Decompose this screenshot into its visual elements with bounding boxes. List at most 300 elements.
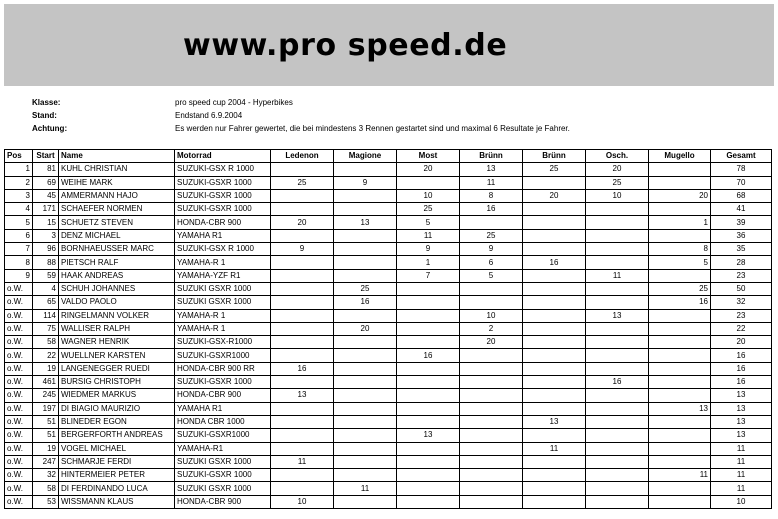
cell-bruenn-1: 11: [460, 176, 523, 189]
cell-start: 19: [33, 442, 59, 455]
cell-magione: [334, 469, 397, 482]
cell-pos: o.W.: [5, 495, 33, 508]
cell-bruenn-2: [523, 309, 586, 322]
cell-pos: 6: [5, 229, 33, 242]
cell-magione: [334, 269, 397, 282]
cell-bruenn-1: 25: [460, 229, 523, 242]
cell-osch: [586, 442, 649, 455]
table-row: [5, 203, 772, 216]
cell-name: SCHAEFER NORMEN: [59, 203, 175, 216]
cell-pos: 8: [5, 256, 33, 269]
cell-most: [397, 309, 460, 322]
cell-ledenon: [271, 336, 334, 349]
table-row: [5, 282, 772, 295]
cell-bruenn-1: [460, 442, 523, 455]
cell-bruenn-2: 13: [523, 415, 586, 428]
cell-most: [397, 282, 460, 295]
col-gesamt: Gesamt: [711, 150, 772, 163]
cell-ledenon: [271, 376, 334, 389]
cell-motorrad: SUZUKI GSXR 1000: [175, 282, 271, 295]
cell-mugello: 13: [649, 402, 711, 415]
table-row: [5, 495, 772, 508]
cell-ledenon: [271, 296, 334, 309]
cell-most: [397, 362, 460, 375]
cell-name: WALLISER RALPH: [59, 322, 175, 335]
col-ledenon: Ledenon: [271, 150, 334, 163]
cell-motorrad: YAMAHA-R1: [175, 442, 271, 455]
table-row: [5, 243, 772, 256]
cell-osch: [586, 415, 649, 428]
cell-magione: [334, 376, 397, 389]
cell-gesamt: 16: [711, 349, 772, 362]
table-row: [5, 402, 772, 415]
cell-gesamt: 50: [711, 282, 772, 295]
cell-motorrad: YAMAHA-R 1: [175, 309, 271, 322]
cell-bruenn-1: [460, 216, 523, 229]
cell-ledenon: [271, 256, 334, 269]
cell-osch: [586, 349, 649, 362]
cell-gesamt: 41: [711, 203, 772, 216]
cell-ledenon: [271, 309, 334, 322]
cell-most: 16: [397, 349, 460, 362]
cell-osch: [586, 336, 649, 349]
cell-most: 25: [397, 203, 460, 216]
cell-bruenn-2: 11: [523, 442, 586, 455]
cell-pos: o.W.: [5, 415, 33, 428]
cell-start: 58: [33, 482, 59, 495]
cell-start: 59: [33, 269, 59, 282]
cell-bruenn-2: [523, 402, 586, 415]
cell-osch: [586, 362, 649, 375]
cell-gesamt: 11: [711, 442, 772, 455]
cell-most: [397, 469, 460, 482]
cell-gesamt: 11: [711, 455, 772, 468]
table-row: [5, 216, 772, 229]
cell-name: WUELLNER KARSTEN: [59, 349, 175, 362]
results-body: [5, 163, 772, 509]
cell-pos: o.W.: [5, 296, 33, 309]
cell-bruenn-2: [523, 269, 586, 282]
table-row: [5, 442, 772, 455]
cell-bruenn-1: 10: [460, 309, 523, 322]
cell-pos: o.W.: [5, 376, 33, 389]
cell-bruenn-1: 2: [460, 322, 523, 335]
cell-most: [397, 402, 460, 415]
cell-bruenn-1: [460, 296, 523, 309]
cell-mugello: [649, 309, 711, 322]
cell-gesamt: 23: [711, 309, 772, 322]
cell-gesamt: 28: [711, 256, 772, 269]
cell-name: WEIHE MARK: [59, 176, 175, 189]
cell-start: 51: [33, 429, 59, 442]
cell-bruenn-1: [460, 349, 523, 362]
cell-magione: [334, 429, 397, 442]
cell-start: 19: [33, 362, 59, 375]
cell-magione: 16: [334, 296, 397, 309]
cell-pos: 7: [5, 243, 33, 256]
cell-bruenn-2: [523, 229, 586, 242]
cell-pos: o.W.: [5, 322, 33, 335]
cell-most: 7: [397, 269, 460, 282]
cell-magione: [334, 495, 397, 508]
cell-motorrad: YAMAHA-R 1: [175, 322, 271, 335]
cell-magione: 11: [334, 482, 397, 495]
cell-name: BERGERFORTH ANDREAS: [59, 429, 175, 442]
cell-osch: [586, 256, 649, 269]
cell-motorrad: SUZUKI-GSXR 1000: [175, 203, 271, 216]
cell-mugello: [649, 415, 711, 428]
cell-mugello: [649, 455, 711, 468]
cell-motorrad: YAMAHA R1: [175, 402, 271, 415]
cell-mugello: 16: [649, 296, 711, 309]
cell-most: 1: [397, 256, 460, 269]
cell-gesamt: 11: [711, 482, 772, 495]
table-row: [5, 309, 772, 322]
cell-start: 58: [33, 336, 59, 349]
cell-name: SCHUH JOHANNES: [59, 282, 175, 295]
cell-start: 197: [33, 402, 59, 415]
cell-motorrad: SUZUKI-GSXR 1000: [175, 176, 271, 189]
cell-magione: [334, 349, 397, 362]
cell-most: [397, 442, 460, 455]
cell-bruenn-1: [460, 415, 523, 428]
cell-bruenn-2: [523, 176, 586, 189]
cell-most: 11: [397, 229, 460, 242]
cell-gesamt: 11: [711, 469, 772, 482]
cell-motorrad: SUZUKI GSXR 1000: [175, 296, 271, 309]
cell-motorrad: HONDA CBR 1000: [175, 415, 271, 428]
cell-bruenn-1: 6: [460, 256, 523, 269]
class-value: pro speed cup 2004 - Hyperbikes: [175, 98, 293, 107]
cell-motorrad: HONDA-CBR 900 RR: [175, 362, 271, 375]
col-bruenn-1: Brünn: [460, 150, 523, 163]
cell-mugello: [649, 336, 711, 349]
cell-magione: [334, 455, 397, 468]
cell-pos: o.W.: [5, 362, 33, 375]
cell-name: HINTERMEIER PETER: [59, 469, 175, 482]
notice-value: Es werden nur Fahrer gewertet, die bei mindestens 3 Rennen gestartet sind und maximal 6 Resultate je Fahrer.: [175, 124, 570, 133]
cell-osch: 25: [586, 176, 649, 189]
cell-most: [397, 482, 460, 495]
cell-pos: o.W.: [5, 469, 33, 482]
cell-osch: [586, 203, 649, 216]
cell-ledenon: [271, 189, 334, 202]
cell-mugello: 1: [649, 216, 711, 229]
cell-motorrad: YAMAHA-YZF R1: [175, 269, 271, 282]
table-row: [5, 336, 772, 349]
status-value: Endstand 6.9.2004: [175, 111, 243, 120]
cell-bruenn-2: [523, 469, 586, 482]
cell-gesamt: 78: [711, 163, 772, 176]
cell-motorrad: HONDA-CBR 900: [175, 216, 271, 229]
cell-name: DI FERDINANDO LUCA: [59, 482, 175, 495]
cell-name: VALDO PAOLO: [59, 296, 175, 309]
cell-pos: o.W.: [5, 402, 33, 415]
cell-gesamt: 32: [711, 296, 772, 309]
cell-gesamt: 39: [711, 216, 772, 229]
cell-ledenon: [271, 322, 334, 335]
cell-pos: 9: [5, 269, 33, 282]
cell-pos: o.W.: [5, 336, 33, 349]
cell-bruenn-2: [523, 203, 586, 216]
cell-magione: 20: [334, 322, 397, 335]
cell-ledenon: 25: [271, 176, 334, 189]
cell-bruenn-1: 5: [460, 269, 523, 282]
cell-bruenn-1: [460, 495, 523, 508]
cell-ledenon: 11: [271, 455, 334, 468]
cell-bruenn-1: [460, 389, 523, 402]
cell-motorrad: YAMAHA-R 1: [175, 256, 271, 269]
table-row: [5, 389, 772, 402]
cell-bruenn-1: [460, 402, 523, 415]
cell-pos: o.W.: [5, 482, 33, 495]
cell-start: 75: [33, 322, 59, 335]
cell-ledenon: [271, 349, 334, 362]
cell-pos: o.W.: [5, 442, 33, 455]
cell-bruenn-2: 25: [523, 163, 586, 176]
site-title: www.pro speed.de: [183, 28, 508, 63]
table-row: [5, 349, 772, 362]
cell-magione: [334, 402, 397, 415]
cell-magione: [334, 163, 397, 176]
cell-bruenn-1: [460, 455, 523, 468]
cell-start: 81: [33, 163, 59, 176]
cell-bruenn-1: [460, 429, 523, 442]
cell-gesamt: 70: [711, 176, 772, 189]
cell-motorrad: YAMAHA R1: [175, 229, 271, 242]
cell-osch: [586, 296, 649, 309]
cell-ledenon: [271, 229, 334, 242]
cell-start: 247: [33, 455, 59, 468]
cell-ledenon: [271, 269, 334, 282]
cell-gesamt: 68: [711, 189, 772, 202]
cell-name: DENZ MICHAEL: [59, 229, 175, 242]
cell-most: [397, 455, 460, 468]
cell-most: 10: [397, 189, 460, 202]
cell-mugello: [649, 349, 711, 362]
status-label: Stand:: [32, 111, 57, 120]
cell-osch: 20: [586, 163, 649, 176]
cell-bruenn-2: [523, 243, 586, 256]
cell-pos: o.W.: [5, 429, 33, 442]
cell-gesamt: 20: [711, 336, 772, 349]
cell-magione: 13: [334, 216, 397, 229]
table-row: [5, 269, 772, 282]
cell-ledenon: [271, 429, 334, 442]
cell-ledenon: [271, 442, 334, 455]
table-row: [5, 376, 772, 389]
cell-ledenon: [271, 163, 334, 176]
cell-most: [397, 415, 460, 428]
cell-ledenon: 13: [271, 389, 334, 402]
cell-bruenn-2: [523, 282, 586, 295]
cell-name: WAGNER HENRIK: [59, 336, 175, 349]
cell-mugello: [649, 376, 711, 389]
cell-motorrad: SUZUKI GSXR 1000: [175, 455, 271, 468]
col-motorrad: Motorrad: [175, 150, 271, 163]
cell-mugello: [649, 442, 711, 455]
cell-magione: [334, 309, 397, 322]
cell-most: 5: [397, 216, 460, 229]
cell-name: LANGENEGGER RUEDI: [59, 362, 175, 375]
cell-bruenn-2: [523, 336, 586, 349]
cell-mugello: [649, 176, 711, 189]
cell-name: WISSMANN KLAUS: [59, 495, 175, 508]
cell-name: KUHL CHRISTIAN: [59, 163, 175, 176]
cell-start: 53: [33, 495, 59, 508]
cell-motorrad: SUZUKI-GSX-R1000: [175, 336, 271, 349]
cell-bruenn-1: [460, 362, 523, 375]
cell-bruenn-2: [523, 216, 586, 229]
cell-motorrad: SUZUKI-GSXR 1000: [175, 469, 271, 482]
cell-gesamt: 22: [711, 322, 772, 335]
table-row: [5, 415, 772, 428]
cell-mugello: [649, 482, 711, 495]
cell-bruenn-2: [523, 322, 586, 335]
table-row: [5, 362, 772, 375]
cell-mugello: [649, 389, 711, 402]
cell-magione: [334, 415, 397, 428]
table-row: [5, 296, 772, 309]
results-table: [4, 149, 772, 509]
cell-gesamt: 23: [711, 269, 772, 282]
cell-ledenon: 16: [271, 362, 334, 375]
cell-name: DI BIAGIO MAURIZIO: [59, 402, 175, 415]
cell-name: AMMERMANN HAJO: [59, 189, 175, 202]
cell-most: [397, 336, 460, 349]
table-row: [5, 176, 772, 189]
cell-ledenon: [271, 469, 334, 482]
cell-mugello: [649, 362, 711, 375]
cell-osch: [586, 322, 649, 335]
cell-pos: o.W.: [5, 309, 33, 322]
cell-osch: [586, 482, 649, 495]
cell-start: 22: [33, 349, 59, 362]
cell-motorrad: SUZUKI-GSXR 1000: [175, 189, 271, 202]
cell-ledenon: [271, 203, 334, 216]
cell-pos: 2: [5, 176, 33, 189]
cell-bruenn-1: [460, 469, 523, 482]
cell-ledenon: [271, 482, 334, 495]
cell-most: 13: [397, 429, 460, 442]
cell-osch: [586, 455, 649, 468]
table-row: [5, 256, 772, 269]
cell-most: 9: [397, 243, 460, 256]
col-bruenn-2: Brünn: [523, 150, 586, 163]
cell-bruenn-2: [523, 482, 586, 495]
cell-bruenn-1: 16: [460, 203, 523, 216]
cell-start: 3: [33, 229, 59, 242]
cell-start: 65: [33, 296, 59, 309]
cell-motorrad: SUZUKI-GSXR1000: [175, 429, 271, 442]
cell-osch: [586, 495, 649, 508]
cell-mugello: [649, 495, 711, 508]
cell-bruenn-2: [523, 296, 586, 309]
cell-magione: [334, 229, 397, 242]
notice-label: Achtung:: [32, 124, 68, 133]
cell-start: 4: [33, 282, 59, 295]
col-magione: Magione: [334, 150, 397, 163]
cell-most: [397, 322, 460, 335]
cell-bruenn-1: 8: [460, 189, 523, 202]
cell-most: [397, 389, 460, 402]
header-banner: [4, 4, 774, 86]
cell-motorrad: SUZUKI-GSX R 1000: [175, 243, 271, 256]
cell-gesamt: 13: [711, 389, 772, 402]
cell-name: BLINEDER EGON: [59, 415, 175, 428]
cell-start: 69: [33, 176, 59, 189]
cell-magione: [334, 442, 397, 455]
cell-ledenon: 20: [271, 216, 334, 229]
cell-pos: o.W.: [5, 282, 33, 295]
cell-bruenn-2: [523, 455, 586, 468]
cell-gesamt: 10: [711, 495, 772, 508]
cell-bruenn-1: 13: [460, 163, 523, 176]
cell-name: WIEDMER MARKUS: [59, 389, 175, 402]
cell-osch: [586, 282, 649, 295]
cell-osch: 11: [586, 269, 649, 282]
cell-gesamt: 13: [711, 415, 772, 428]
table-row: [5, 429, 772, 442]
cell-pos: 5: [5, 216, 33, 229]
cell-mugello: 5: [649, 256, 711, 269]
cell-ledenon: 9: [271, 243, 334, 256]
cell-mugello: [649, 163, 711, 176]
col-most: Most: [397, 150, 460, 163]
cell-bruenn-1: 20: [460, 336, 523, 349]
cell-motorrad: SUZUKI-GSX R 1000: [175, 163, 271, 176]
table-row: [5, 163, 772, 176]
table-row: [5, 229, 772, 242]
cell-mugello: [649, 203, 711, 216]
cell-osch: [586, 429, 649, 442]
col-start: Start: [33, 150, 59, 163]
cell-bruenn-1: [460, 376, 523, 389]
cell-pos: 1: [5, 163, 33, 176]
table-row: [5, 482, 772, 495]
cell-osch: 16: [586, 376, 649, 389]
cell-magione: [334, 243, 397, 256]
cell-most: [397, 176, 460, 189]
cell-magione: 9: [334, 176, 397, 189]
col-name: Name: [59, 150, 175, 163]
cell-magione: 25: [334, 282, 397, 295]
cell-magione: [334, 256, 397, 269]
cell-most: [397, 376, 460, 389]
cell-gesamt: 16: [711, 376, 772, 389]
cell-start: 45: [33, 189, 59, 202]
cell-start: 88: [33, 256, 59, 269]
cell-mugello: [649, 429, 711, 442]
cell-osch: 13: [586, 309, 649, 322]
cell-magione: [334, 336, 397, 349]
cell-start: 51: [33, 415, 59, 428]
table-row: [5, 189, 772, 202]
cell-pos: 4: [5, 203, 33, 216]
cell-name: BURSIG CHRISTOPH: [59, 376, 175, 389]
cell-name: RINGELMANN VOLKER: [59, 309, 175, 322]
cell-magione: [334, 189, 397, 202]
cell-name: VOGEL MICHAEL: [59, 442, 175, 455]
cell-pos: o.W.: [5, 389, 33, 402]
cell-gesamt: 36: [711, 229, 772, 242]
cell-mugello: [649, 322, 711, 335]
cell-mugello: 8: [649, 243, 711, 256]
cell-osch: [586, 402, 649, 415]
class-label: Klasse:: [32, 98, 61, 107]
col-mugello: Mugello: [649, 150, 711, 163]
cell-osch: [586, 243, 649, 256]
